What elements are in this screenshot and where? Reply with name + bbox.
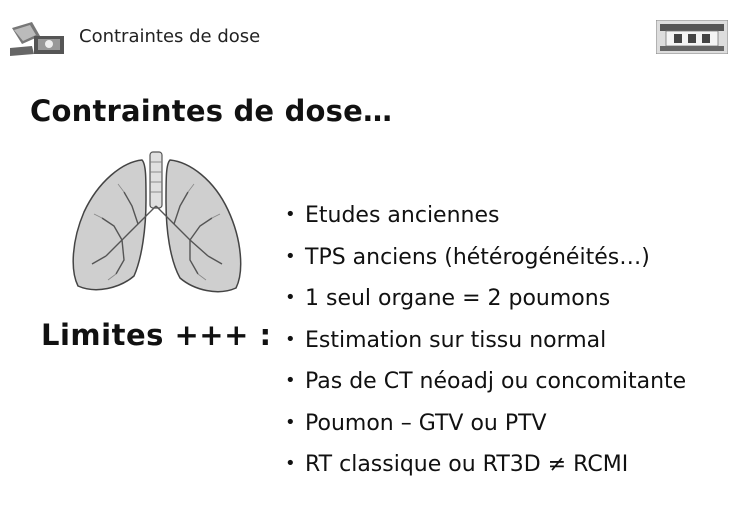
header-title: Contraintes de dose	[79, 26, 261, 47]
slide-title: Contraintes de dose…	[30, 94, 393, 128]
list-item	[285, 404, 686, 446]
bullet-icon: •	[285, 370, 296, 391]
institution-building-icon	[656, 20, 728, 54]
list-item	[285, 196, 686, 238]
list-item-text: Poumon – GTV ou PTV	[305, 410, 547, 436]
list-item	[285, 279, 686, 321]
lungs-icon	[62, 148, 252, 306]
list-item-text: Estimation sur tissu normal	[305, 327, 607, 353]
list-item-text: Etudes anciennes	[305, 203, 500, 228]
list-item-text: Pas de CT néoadj ou concomitante	[305, 369, 687, 394]
constraints-list	[285, 196, 686, 487]
list-item-text: 1 seul organe = 2 poumons	[305, 286, 611, 311]
bullet-icon: •	[285, 328, 296, 350]
bullet-icon: •	[285, 245, 296, 267]
bullet-icon: •	[285, 453, 296, 474]
list-item	[285, 445, 686, 487]
limits-label: Limites +++ :	[41, 318, 272, 352]
list-item	[285, 321, 686, 363]
list-item	[285, 238, 686, 280]
list-item	[285, 362, 686, 404]
list-item-text: TPS anciens (hétérogénéités…)	[305, 244, 650, 270]
scanner-photo-icon	[10, 18, 66, 56]
bullet-icon: •	[285, 204, 296, 225]
bullet-icon: •	[285, 411, 296, 433]
bullet-icon: •	[285, 287, 296, 308]
list-item-text: RT classique ou RT3D ≠ RCMI	[305, 452, 629, 477]
